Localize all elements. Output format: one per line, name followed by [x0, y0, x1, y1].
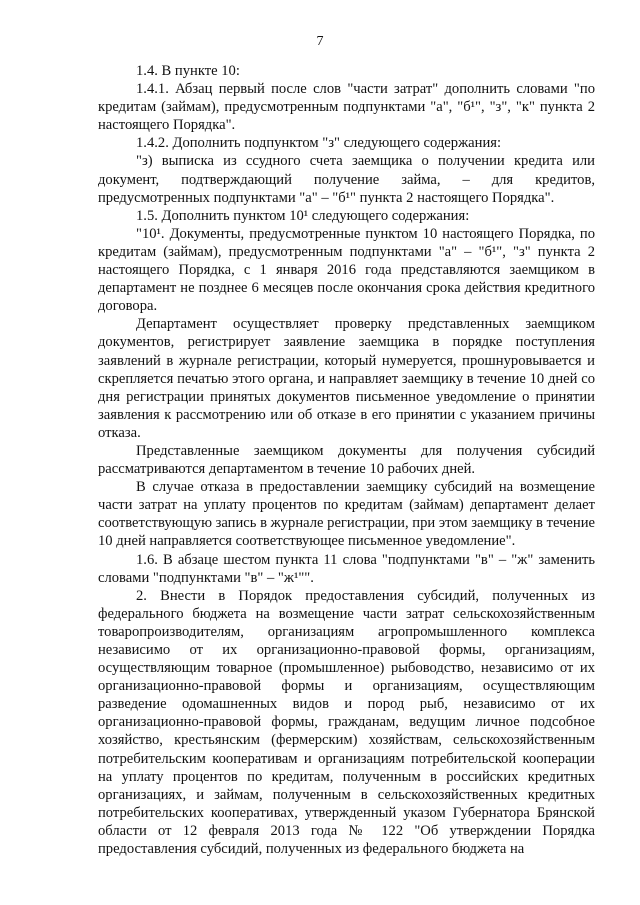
paragraph-department-check: Департамент осуществляет проверку представленных заемщиком документов, регистрирует заявление заемщика в порядке поступления заявлений в журнале регистрации, который нумеруется, прошнуровывается и скрепляется печатью этого органа, и направляет заемщику в течение 10 дней со дня регистрации принятых документов письменное уведомление о принятии заявления к рассмотрению или об отказе в его принятии с указанием причины отказа.	[98, 316, 595, 441]
document-body	[98, 62, 595, 858]
paragraph-1-4-1: 1.4.1. Абзац первый после слов "части затрат" дополнить словами "по кредитам (займам), предусмотренным подпунктами "а", "б¹", "з", "к" пункта 2 настоящего Порядка".	[98, 81, 595, 134]
paragraph-10-1: "10¹. Документы, предусмотренные пунктом 10 настоящего Порядка, по кредитам (займам), предусмотренным подпунктами "а" – "б¹", "з" пункта 2 настоящего Порядка, с 1 января 2016 года представляются заемщиком в департамент не позднее 6 месяцев после окончания срока действия кредитного договора.	[98, 225, 595, 315]
paragraph-review-period: Представленные заемщиком документы для получения субсидий рассматриваются департаментом в течение 10 рабочих дней.	[98, 442, 595, 478]
paragraph-1-6: 1.6. В абзаце шестом пункта 11 слова "подпунктами "в" – "ж" заменить словами "подпунктами "в" – "ж¹"".	[98, 551, 595, 586]
paragraph-1-4: 1.4. В пункте 10:	[136, 63, 240, 79]
paragraph-1-5: 1.5. Дополнить пунктом 10¹ следующего содержания:	[136, 207, 470, 224]
paragraph-subpoint-z: "з) выписка из ссудного счета заемщика о получении кредита или документ, подтверждающий получение займа, – для кредитов, предусмотренных подпунктами "а" – "б¹" пункта 2 настоящего Порядка".	[98, 153, 595, 206]
paragraph-refusal: В случае отказа в предоставлении заемщику субсидий на возмещение части затрат на уплату процентов по кредитам (займам) департамент делает соответствующую запись в журнале регистрации, при этом заемщику в течение 10 дней направляется соответствующее письменное уведомление".	[98, 479, 595, 550]
paragraph-2: 2. Внести в Порядок предоставления субсидий, полученных из федерального бюджета на возмещение части затрат сельскохозяйственным товаропроизводителям, организациям агропромышленного комплекса независимо от их организационно-правовой формы, организациям, осуществляющим товарное (промышленное) рыбоводство, независимо от их организационно-правовой формы и организациям, осуществляющим разведение одомашненных видов и пород рыб, независимо от их организационно-правовой формы, гражданам, ведущим личное подсобное хозяйство, крестьянским (фермерским) хозяйствам, сельскохозяйственным потребительским кооперативам и организациям потребительской кооперации на уплату процентов по кредитам, полученным в российских кредитных организациях, и займам, полученным в сельскохозяйственных кредитных потребительских кооперативах, утвержденный указом Губернатора Брянской области от 12 февраля 2013 года № 122 "Об утверждении Порядка предоставления субсидий, полученных из федерального бюджета на	[98, 587, 595, 858]
paragraph-1-4-2: 1.4.2. Дополнить подпунктом "з" следующего содержания:	[136, 135, 502, 152]
page-number: 7	[316, 34, 324, 49]
